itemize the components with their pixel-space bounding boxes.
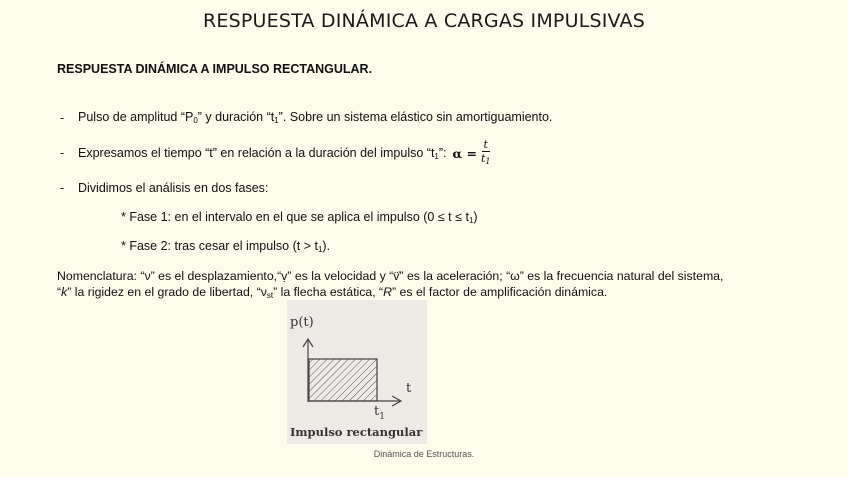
- page-title: RESPUESTA DINÁMICA A CARGAS IMPULSIVAS: [203, 10, 645, 32]
- text-fragment: “: [57, 285, 62, 299]
- subscript: st: [266, 291, 274, 300]
- nomenclature: [57, 268, 757, 304]
- text-fragment: Pulso de amplitud “P: [78, 110, 194, 124]
- velocity-symbol: ṿ: [281, 269, 288, 283]
- phase-1: [121, 210, 478, 225]
- text-fragment: ”:: [438, 145, 447, 160]
- text-fragment: ” es la velocidad y “: [287, 269, 394, 283]
- text-fragment: ”. Sobre un sistema elástico sin amortiguamiento.: [278, 110, 553, 124]
- text-fragment: Expresamos el tiempo “t” en relación a la duración del impulso “t: [78, 145, 435, 160]
- x-axis-label: t: [406, 381, 412, 396]
- tick-subscript: 1: [379, 412, 385, 422]
- subscript: 1: [317, 245, 323, 254]
- text-fragment: * Fase 1: en el intervalo en el que se aplica el impulso (0 ≤ t ≤ t: [121, 210, 469, 224]
- figure-caption: Impulso rectangular: [290, 425, 423, 439]
- text-fragment: * Fase 2: tras cesar el impulso (t > t: [121, 239, 318, 253]
- bullet-time-text: [78, 146, 447, 161]
- tick-text: t: [374, 404, 380, 419]
- nomenclature-line-1: [57, 268, 757, 284]
- acceleration-symbol: v̈̇: [393, 269, 400, 283]
- subscript: 1: [434, 151, 439, 161]
- section-subtitle: RESPUESTA DINÁMICA A IMPULSO RECTANGULAR.: [57, 62, 373, 76]
- fraction: [481, 138, 491, 168]
- bullet-dash: -: [60, 110, 65, 125]
- fraction-numerator: t: [483, 138, 488, 151]
- rectangular-impulse-figure: [287, 300, 427, 444]
- bullet-pulse-text: [78, 110, 552, 125]
- subscript: 0: [193, 116, 198, 125]
- text-fragment: t: [480, 152, 486, 165]
- subscript: 1: [274, 116, 279, 125]
- fraction-denominator: [481, 152, 491, 168]
- text-fragment: ).: [322, 239, 331, 253]
- stiffness-symbol: k: [61, 285, 68, 299]
- bullet-pulse: [60, 110, 552, 125]
- subscript: 1: [468, 216, 474, 225]
- bullet-phases-text: Dividimos el análisis en dos fases:: [78, 181, 269, 195]
- text-fragment: ” es la aceleración; “ω” es la frecuencia natural del sistema,: [399, 269, 724, 283]
- text-fragment: ” la rigidez en el grado de libertad, “ν: [67, 285, 267, 299]
- bullet-dash: -: [60, 181, 65, 195]
- text-fragment: ): [473, 210, 478, 224]
- page-footer: Dinámica de Estructuras.: [373, 449, 475, 459]
- impulse-rectangle: [309, 359, 377, 401]
- bullet-dash: -: [60, 146, 65, 160]
- bullet-phases: [60, 181, 268, 195]
- text-fragment: ” la flecha estática, “: [273, 285, 384, 299]
- alpha-symbol: α =: [452, 145, 477, 161]
- impulse-diagram: [287, 300, 427, 444]
- phase-2: [121, 239, 330, 254]
- text-fragment: ” es el factor de amplificación dinámica.: [392, 285, 608, 299]
- text-fragment: ” y duración “t: [197, 110, 275, 124]
- amplification-symbol: R: [383, 285, 393, 299]
- y-axis-label: p(t): [290, 315, 314, 330]
- bullet-time-ratio: [60, 138, 490, 168]
- tick-label-t1: [374, 404, 385, 422]
- subscript: 1: [485, 157, 491, 166]
- text-fragment: Nomenclatura: “ν” es el desplazamiento,“: [57, 269, 282, 283]
